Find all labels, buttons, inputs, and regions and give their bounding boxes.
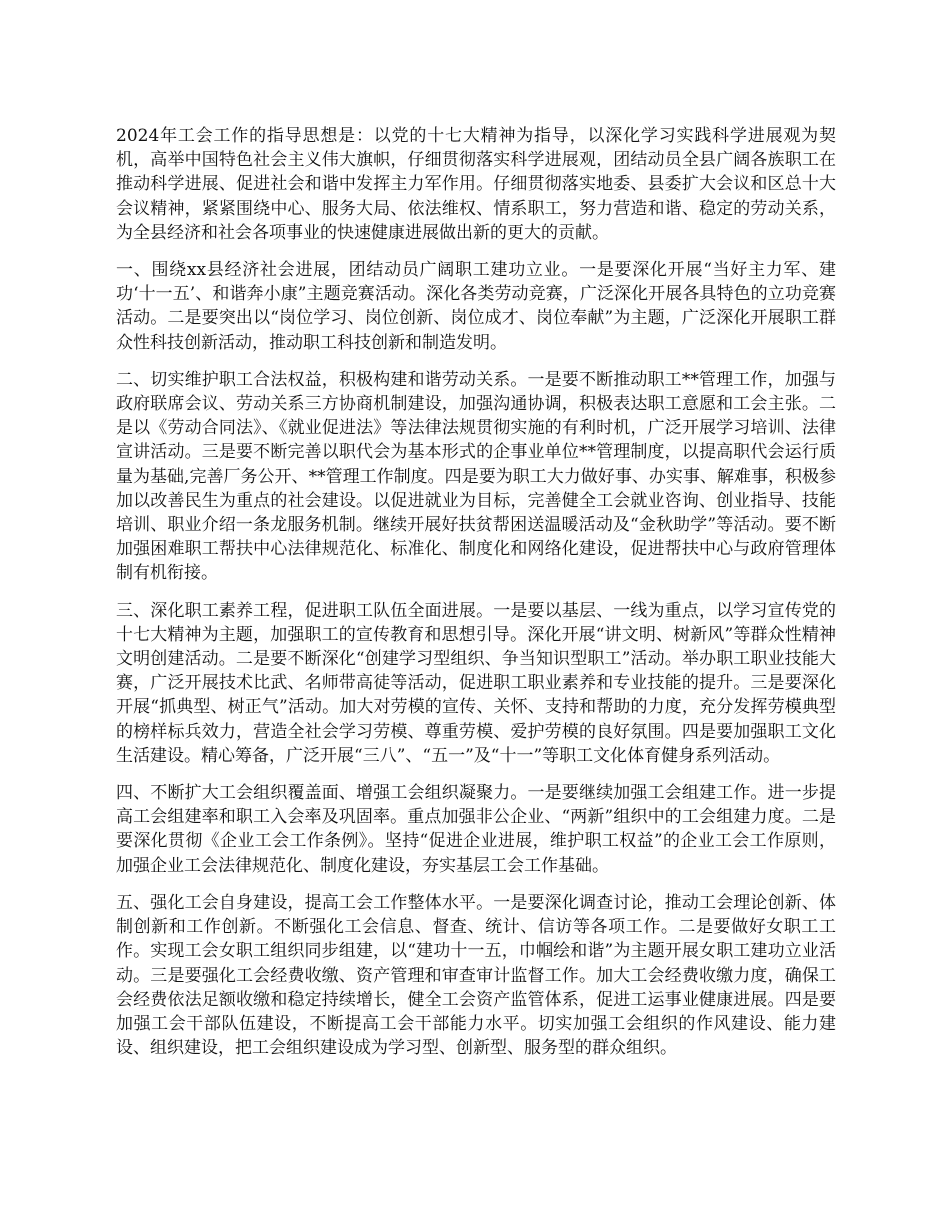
paragraph-section-1: 一、围绕xx县经济社会进展，团结动员广阔职工建功立业。一是要深化开展“当好主力军、建功‘十一五’、和谐奔小康”主题竞赛活动。深化各类劳动竞赛，广泛深化开展各具特色的立功竞赛活动。二是要突出以“岗位学习、岗位创新、岗位成才、岗位奉献”为主题，广泛深化开展职工群众性科技创新活动，推动职工科技创新和制造发明。 — [116, 260, 836, 353]
paragraph-section-5: 五、强化工会自身建设，提高工会工作整体水平。一是要深化调查讨论，推动工会理论创新、体制创新和工作创新。不断强化工会信息、督查、统计、信访等各项工作。二是要做好女职工工作。实现工会女职工组织同步组建，以“建功十一五，巾帼绘和谐”为主题开展女职工建功立业活动。三是要强化工会经费收缴、资产管理和审查审计监督工作。加大工会经费收缴力度，确保工会经费依法足额收缴和稳定持续增长，健全工会资产监管体系，促进工运事业健康进展。四是要加强工会干部队伍建设，不断提高工会干部能力水平。切实加强工会组织的作风建设、能力建设、组织建设，把工会组织建设成为学习型、创新型、服务型的群众组织。 — [116, 892, 836, 1059]
document-body — [116, 124, 836, 1073]
paragraph-guiding-thought: 2024年工会工作的指导思想是：以党的十七大精神为指导，以深化学习实践科学进展观为契机，高举中国特色社会主义伟大旗帜，仔细贯彻落实科学进展观，团结动员全县广阔各族职工在推动科学进展、促进社会和谐中发挥主力军作用。仔细贯彻落实地委、县委扩大会议和区总十大会议精神，紧紧围绕中心、服务大局、依法维权、情系职工，努力营造和谐、稳定的劳动关系，为全县经济和社会各项事业的快速健康进展做出新的更大的贡献。 — [116, 126, 836, 243]
paragraph-section-3: 三、深化职工素养工程，促进职工队伍全面进展。一是要以基层、一线为重点，以学习宣传党的十七大精神为主题，加强职工的宣传教育和思想引导。深化开展“讲文明、树新风”等群众性精神文明创建活动。二是要不断深化“创建学习型组织、争当知识型职工”活动。举办职工职业技能大赛，广泛开展技术比武、名师带高徒等活动，促进职工职业素养和专业技能的提升。三是要深化开展“抓典型、树正气”活动。加大对劳模的宣传、关怀、支持和帮助的力度，充分发挥劳模典型的榜样标兵效力，营造全社会学习劳模、尊重劳模、爱护劳模的良好氛围。四是要加强职工文化生活建设。精心筹备，广泛开展“三八”、“五一”及“十一”等职工文化体育健身系列活动。 — [116, 600, 836, 766]
paragraph-section-2: 二、切实维护职工合法权益，积极构建和谐劳动关系。一是要不断推动职工**管理工作，加强与政府联席会议、劳动关系三方协商机制建设，加强沟通协调，积极表达职工意愿和工会主张。二是以《劳动合同法》、《就业促进法》等法律法规贯彻实施的有利时机，广泛开展学习培训、法律宣讲活动。三是要不断完善以职代会为基本形式的企事业单位**管理制度，以提高职代会运行质量为基础,完善厂务公开、**管理工作制度。四是要为职工大力做好事、办实事、解难事，积极参加以改善民生为重点的社会建设。以促进就业为目标，完善健全工会就业咨询、创业指导、技能培训、职业介绍一条龙服务机制。继续开展好扶贫帮困送温暖活动及“金秋助学”等活动。要不断加强困难职工帮扶中心法律规范化、标准化、制度化和网络化建设，促进帮扶中心与政府管理体制有机衔接。 — [116, 369, 836, 584]
paragraph-section-4: 四、不断扩大工会组织覆盖面、增强工会组织凝聚力。一是要继续加强工会组建工作。进一步提高工会组建率和职工入会率及巩固率。重点加强非公企业、“两新”组织中的工会组建力度。二是要深化贯彻《企业工会工作条例》。坚持“促进企业进展，维护职工权益”的企业工会工作原则，加强企业工会法律规范化、制度化建设，夯实基层工会工作基础。 — [116, 783, 836, 876]
